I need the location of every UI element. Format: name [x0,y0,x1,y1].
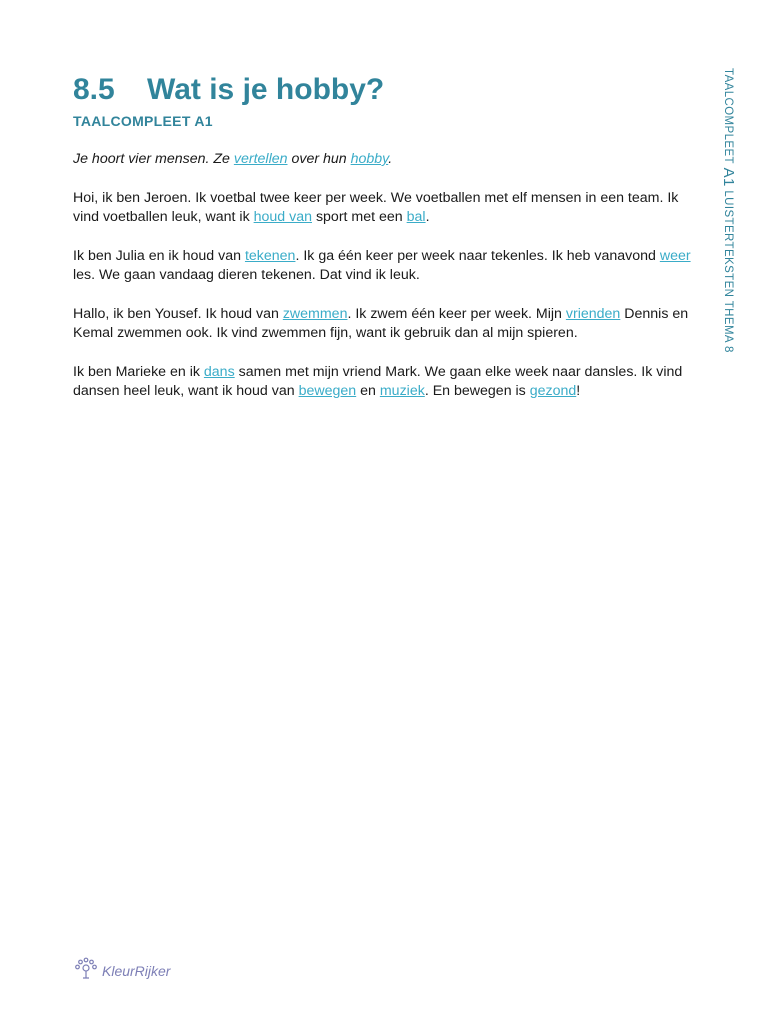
paragraph-yousef [73,305,703,344]
logo-text: KleurRijker [102,962,171,979]
text-run: . Ik zwem één keer per week. Mijn [347,305,566,322]
text-run: . [425,209,430,225]
text-run: Ik ben Julia en ik houd van [73,247,245,264]
text-run: en [356,383,380,399]
keyword-link-bewegen[interactable]: bewegen [298,383,357,399]
side-label [720,68,737,353]
intro-paragraph [73,150,703,170]
keyword-link-vertellen[interactable]: vertellen [233,151,288,167]
keyword-link-muziek[interactable]: muziek [379,383,425,399]
text-run: Ik ben Marieke en ik [73,363,204,380]
text-run: les. We gaan vandaag dieren tekenen. Dat vind ik leuk. [73,267,420,283]
text-run: ! [576,383,581,399]
keyword-link-dans[interactable]: dans [203,363,235,380]
keyword-link-hobby[interactable]: hobby [350,151,389,167]
keyword-link-gezond[interactable]: gezond [529,383,577,399]
text-run: over hun [287,151,351,167]
text-run: Dennis en Kemal zwemmen ook. Ik vind zwemmen fijn, want ik gebruik dan al mijn spieren. [73,305,689,341]
text-run: . En bewegen is [424,383,530,399]
text-run: Je hoort vier mensen. Ze [73,151,234,167]
text-run: . [388,151,393,167]
paragraph-julia [73,247,703,286]
text-run: sport met een [312,209,407,225]
section-number: 8.5 [73,73,115,106]
text-content [73,150,703,421]
side-label-part2: A1 [720,167,737,187]
keyword-link-vrienden[interactable]: vrienden [565,305,621,322]
paragraph-marieke [73,363,703,402]
side-label-part3: LUISTERTEKSTEN THEMA 8 [722,190,734,353]
paragraph-jeroen [73,189,703,228]
text-run: Hoi, ik ben Jeroen. Ik voetbal twee keer per week. We voetballen met elf mensen in een team. Ik vind voetballen leuk, want ik [73,189,679,225]
keyword-link-zwemmen[interactable]: zwemmen [282,305,348,322]
text-run: . Ik ga één keer per week naar tekenles. Ik heb vanavond [295,247,660,264]
page-title [73,70,384,110]
section-title: Wat is je hobby? [147,73,385,106]
keyword-link-weer[interactable]: weer [659,247,691,264]
peacock-icon [75,956,97,985]
keyword-link-tekenen[interactable]: tekenen [244,247,296,264]
text-run: samen met mijn vriend Mark. We gaan elke week naar dansles. Ik vind dansen heel leuk, want ik houd van [73,363,683,399]
keyword-link-bal[interactable]: bal [406,209,426,225]
text-run: Hallo, ik ben Yousef. Ik houd van [73,305,283,322]
kleurrijker-logo [75,956,170,985]
side-label-part1: TAALCOMPLEET [722,68,734,164]
keyword-link-houd-van[interactable]: houd van [253,209,312,225]
page-subtitle: TAALCOMPLEET A1 [73,113,213,129]
